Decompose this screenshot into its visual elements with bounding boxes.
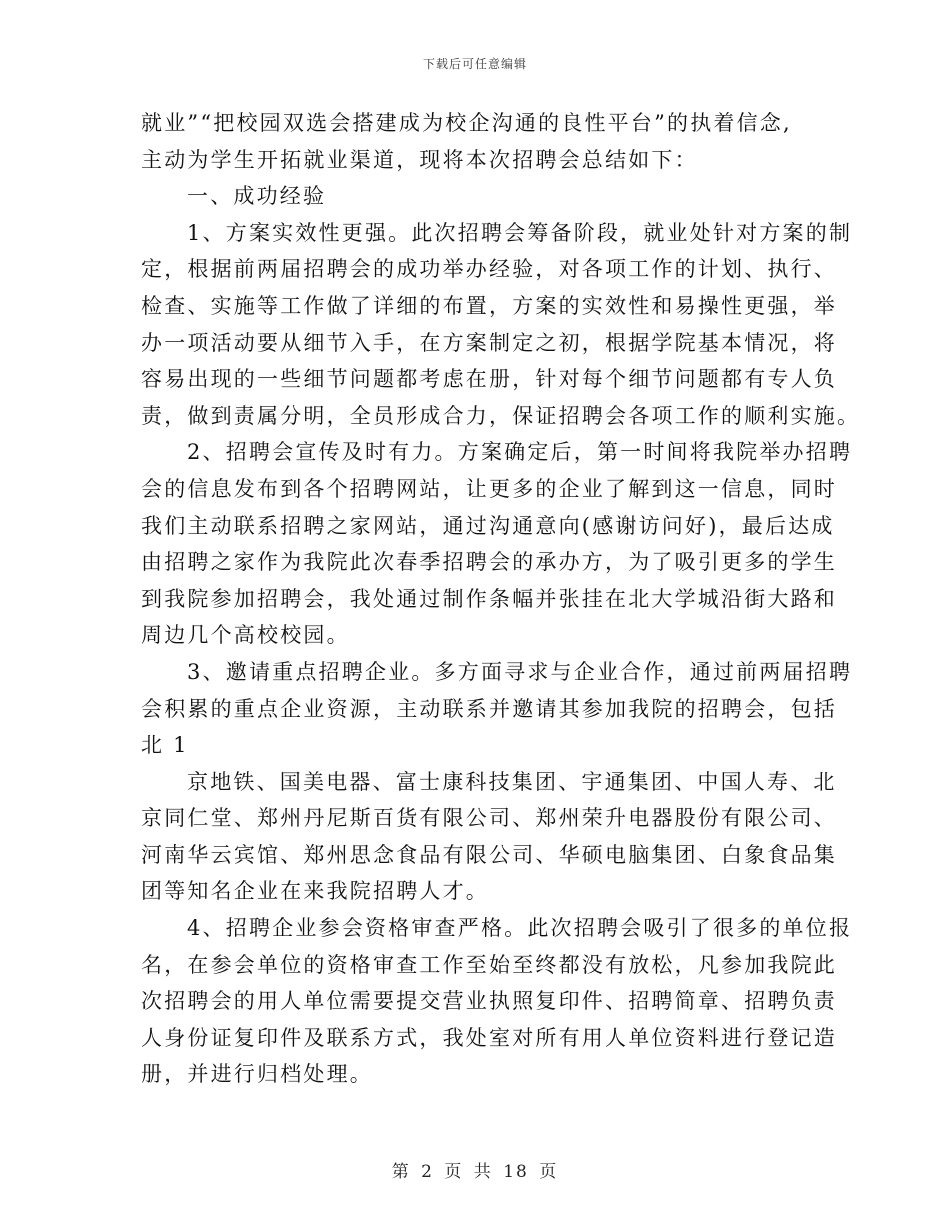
page-footer: 第 2 页 共 18 页 — [391, 1162, 559, 1182]
text-line: 名，在参会单位的资格审查工作至始至终都没有放松，凡参加我院此 — [141, 952, 837, 977]
text-line: 人身份证复印件及联系方式，我处室对所有用人单位资料进行登记造 — [141, 1025, 837, 1050]
text-line: 我们主动联系招聘之家网站，通过沟通意向(感谢访问好)，最后达成 — [141, 513, 835, 538]
document-body — [141, 105, 861, 1093]
text-line: 京同仁堂、郑州丹尼斯百货有限公司、郑州荣升电器股份有限公司、 — [141, 806, 837, 831]
text-line: 定，根据前两届招聘会的成功举办经验，对各项工作的计划、执行、 — [141, 257, 837, 282]
text-line: 周边几个高校校园。 — [141, 623, 350, 648]
text-line: 责，做到责属分明，全员形成合力，保证招聘会各项工作的顺利实施。 — [141, 403, 861, 428]
paragraph-start: 1、方案实效性更强。此次招聘会筹备阶段，就业处针对方案的制 — [187, 220, 853, 245]
page-header: 下载后可任意编辑 — [422, 57, 527, 71]
paragraph-start: 3、邀请重点招聘企业。多方面寻求与企业合作，通过前两届招聘 — [187, 659, 853, 684]
text-line: 河南华云宾馆、郑州思念食品有限公司、华硕电脑集团、白象食品集 — [141, 842, 837, 867]
text-line: 北 1 — [141, 733, 189, 758]
text-line: 由招聘之家作为我院此次春季招聘会的承办方，为了吸引更多的学生 — [141, 550, 837, 575]
text-line: 容易出现的一些细节问题都考虑在册，针对每个细节问题都有专人负 — [141, 367, 837, 392]
paragraph-start: 4、招聘企业参会资格审查严格。此次招聘会吸引了很多的单位报 — [187, 916, 853, 941]
text-line: 办一项活动要从细节入手，在方案制定之初，根据学院基本情况，将 — [141, 330, 837, 355]
text-line: 次招聘会的用人单位需要提交营业执照复印件、招聘简章、招聘负责 — [141, 989, 837, 1014]
paragraph-start: 京地铁、国美电器、富士康科技集团、宇通集团、中国人寿、北 — [187, 769, 837, 794]
text-line: 册，并进行归档处理。 — [141, 1062, 373, 1087]
text-line: 到我院参加招聘会，我处通过制作条幅并张挂在北大学城沿街大路和 — [141, 586, 837, 611]
text-line: 主动为学生开拓就业渠道，现将本次招聘会总结如下： — [141, 147, 698, 172]
text-line: 会的信息发布到各个招聘网站，让更多的企业了解到这一信息，同时 — [141, 476, 837, 501]
text-line: 就业”“把校园双选会搭建成为校企沟通的良性平台”的执着信念, — [141, 111, 792, 135]
paragraph-start: 2、招聘会宣传及时有力。方案确定后，第一时间将我院举办招聘 — [187, 440, 853, 465]
text-line: 检查、实施等工作做了详细的布置，方案的实效性和易操性更强，举 — [141, 293, 837, 318]
text-line: 会积累的重点企业资源，主动联系并邀请其参加我院的招聘会，包括 — [141, 696, 837, 721]
text-line: 团等知名企业在来我院招聘人才。 — [141, 879, 489, 904]
section-heading: 一、成功经验 — [187, 184, 327, 209]
